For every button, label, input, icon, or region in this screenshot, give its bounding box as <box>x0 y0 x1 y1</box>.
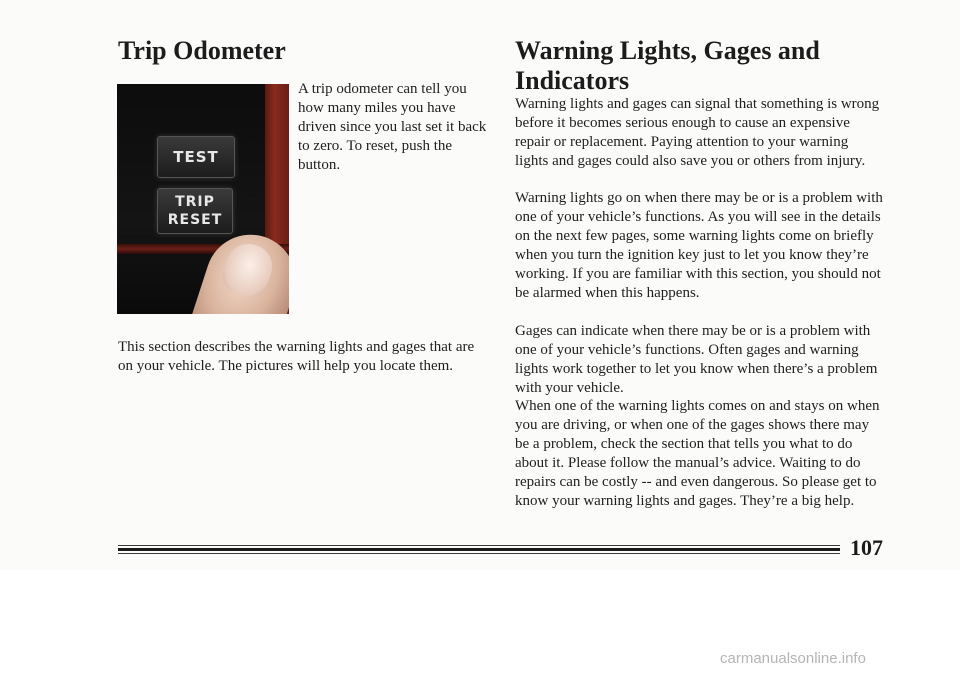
page-number: 107 <box>850 535 883 560</box>
footer-rule-top <box>118 545 840 546</box>
test-button-label: TEST <box>157 136 235 178</box>
trip-label: TRIP <box>175 194 215 210</box>
section-intro-text: This section describes the warning lights and gages that are on your vehicle. The pictures will help you locate them. <box>118 339 475 374</box>
footer-rule-bottom <box>118 553 840 554</box>
trip-reset-button-photo <box>117 84 289 314</box>
footer-rule-thick <box>118 548 840 551</box>
trip-reset-button-label <box>157 188 233 234</box>
warning-lights-heading: Warning Lights, Gages and Indicators <box>515 36 820 95</box>
reset-label: RESET <box>167 212 223 228</box>
warning-paragraph-2: Warning lights go on when there may be or is a problem with one of your vehicle’s functions. As you will see in the details on the next few pages, some warning lights come on briefly when you turn the ignition key just to let you know they’re working. If you are familiar with this section, you should not be alarmed when this happens. <box>515 190 883 301</box>
trip-odometer-text: A trip odometer can tell you how many miles you have driven since you last set it back to zero. To reset, push the button. <box>298 81 487 173</box>
trip-odometer-heading: Trip Odometer <box>118 36 286 65</box>
site-watermark: carmanualsonline.info <box>720 650 866 667</box>
warning-paragraph-4: When one of the warning lights comes on and stays on when you are driving, or when one of the gages shows there may be a problem, check the section that tells you what to do about it. Please follow the manual’s advice. Waiting to do repairs can be costly -- and even dangerous. So please get to know your warning lights and gages. They’re a big help. <box>515 398 880 509</box>
warning-paragraph-1: Warning lights and gages can signal that something is wrong before it becomes serious enough to cause an expensive repair or replacement. Paying attention to your warning lights and gages could also save you or others from injury. <box>515 96 880 169</box>
warning-paragraph-3: Gages can indicate when there may be or is a problem with one of your vehicle’s functions. Often gages and warning lights work together to let you know when there’s a problem with your vehicle. <box>515 323 878 396</box>
